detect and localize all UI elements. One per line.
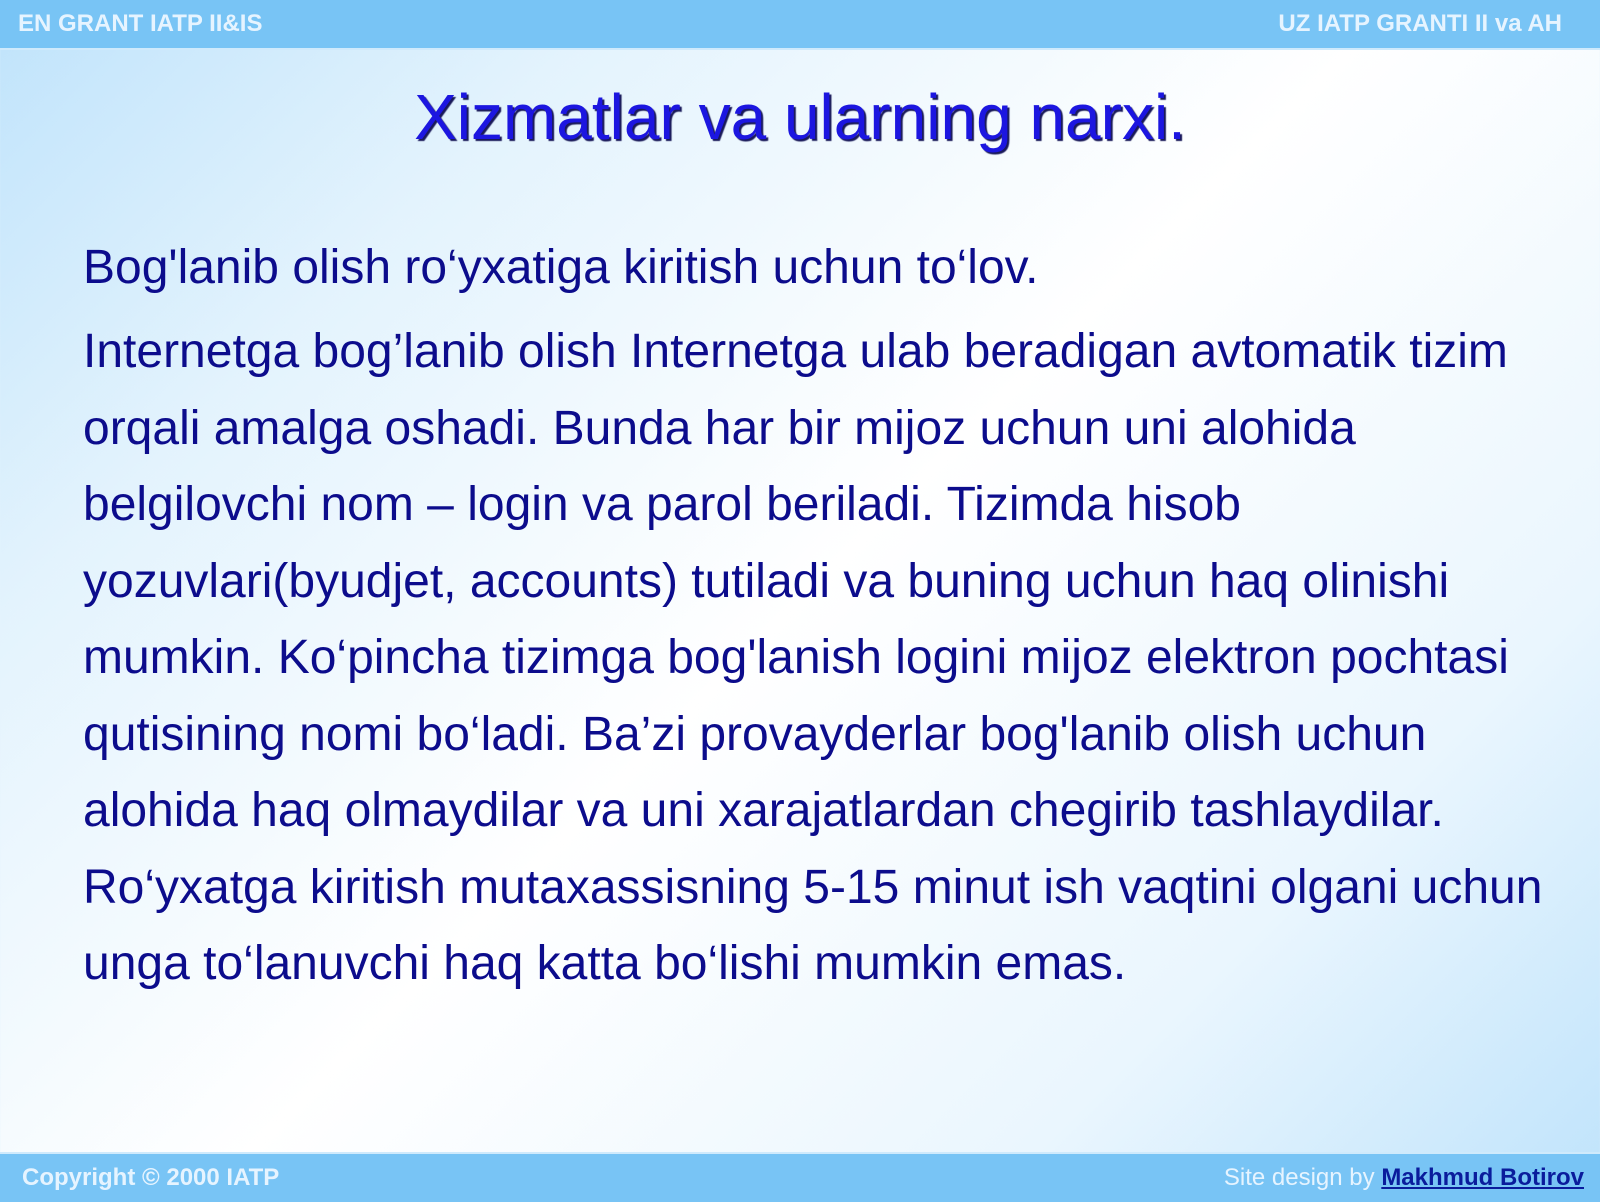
- author-link[interactable]: Makhmud Botirov: [1381, 1164, 1584, 1191]
- header-bar: [0, 0, 1600, 50]
- body-paragraph-1: Bog'lanib olish ro‘yxatiga kiritish uchun to‘lov.: [83, 241, 1039, 294]
- header-left-label: EN GRANT IATP II&IS: [18, 10, 263, 37]
- credit-prefix: Site design by: [1223, 1164, 1382, 1191]
- site-credit: [1224, 1164, 1584, 1192]
- slide-body: [83, 236, 1543, 1003]
- slide-title: Xizmatlar va ularning narxi.: [414, 81, 1186, 153]
- copyright-text: Copyright © 2000 IATP: [22, 1164, 280, 1191]
- header-right-label: UZ IATP GRANTI II va AH: [1278, 10, 1562, 37]
- footer-bar: [0, 1152, 1600, 1202]
- body-paragraph-2: Internetga bog’lanib olish Internetga ulab beradigan avtomatik tizim orqali amalga oshadi. Bunda har bir mijoz uchun uni alohida belgilovchi nom – login va parol beriladi. Tizimda hisob yozuvlari(byudjet, accounts) tutiladi va buning uchun haq olinishi mumkin. Ko‘pincha tizimga bog'lanish logini mijoz elektron pochtasi qutisining nomi bo‘ladi. Ba’zi provayderlar bog'lanib olish uchun alohida haq olmaydilar va uni xarajatlardan chegirib tashlaydilar. Ro‘yxatga kiritish mutaxassisning 5-15 minut ish vaqtini olgani uchun unga to‘lanuvchi haq katta bo‘lishi mumkin emas.: [83, 325, 1543, 990]
